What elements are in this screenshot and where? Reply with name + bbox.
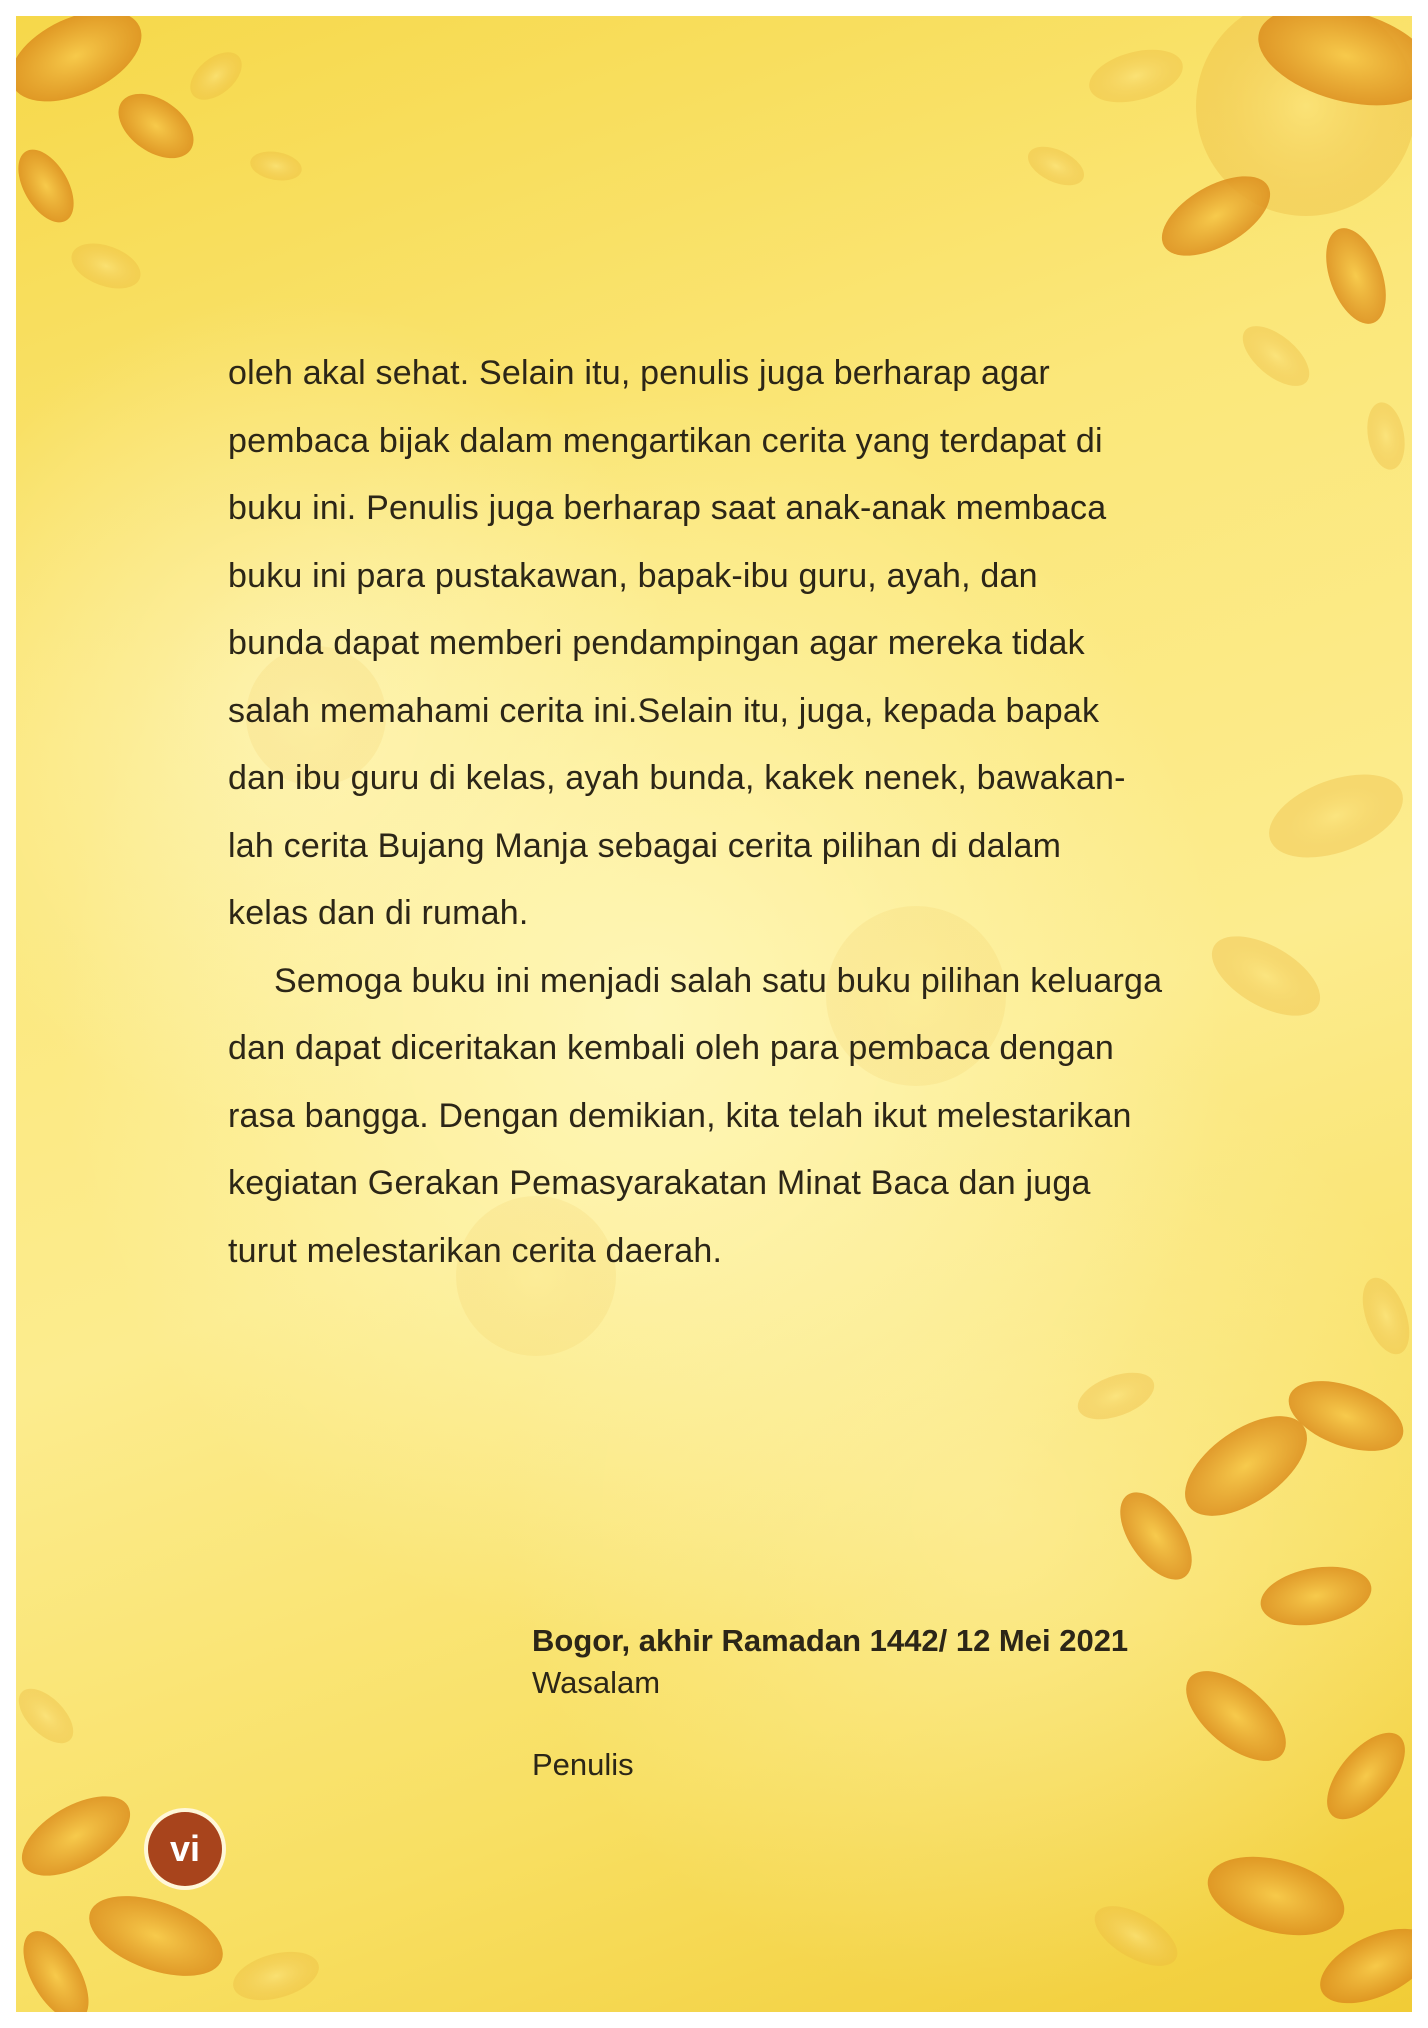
- body-line: buku ini para pustakawan, bapak-ibu guru, ayah, dan: [228, 556, 1038, 595]
- body-line: oleh akal sehat. Selain itu, penulis juga berharap agar: [228, 354, 1050, 392]
- body-line: lah cerita Bujang Manja sebagai cerita pilihan di dalam: [228, 826, 1062, 865]
- body-line: rasa bangga. Dengan demikian, kita telah ikut melestarikan: [228, 1096, 1132, 1135]
- body-line: salah memahami cerita ini.Selain itu, juga, kepada bapak: [228, 691, 1100, 730]
- page-number: vi: [169, 1828, 201, 1869]
- body-line: pembaca bijak dalam mengartikan cerita yang terdapat di: [228, 421, 1103, 460]
- flower-cluster-top-left: [16, 16, 304, 297]
- book-page: [16, 16, 1412, 2012]
- author-label: Penulis: [532, 1747, 634, 1782]
- body-line: bunda dapat memberi pendampingan agar mereka tidak: [228, 624, 1085, 662]
- body-line: kelas dan di rumah.: [228, 894, 529, 932]
- closing-greeting: Wasalam: [532, 1665, 661, 1700]
- body-line: turut melestarikan cerita daerah.: [228, 1231, 723, 1270]
- page-number-badge: [148, 1812, 222, 1886]
- body-line: dan ibu guru di kelas, ayah bunda, kakek nenek, bawakan-: [228, 759, 1126, 797]
- body-line: buku ini. Penulis juga berharap saat anak-anak membaca: [228, 489, 1107, 527]
- place-and-date: Bogor, akhir Ramadan 1442/ 12 Mei 2021: [532, 1623, 1129, 1658]
- body-line: dan dapat diceritakan kembali oleh para pembaca dengan: [228, 1029, 1114, 1067]
- body-text: [228, 340, 1228, 1285]
- closing-signature: [532, 1620, 1232, 1786]
- paragraph-start-line: Semoga buku ini menjadi salah satu buku pilihan keluarga: [274, 961, 1163, 1000]
- body-line: kegiatan Gerakan Pemasyarakatan Minat Baca dan juga: [228, 1164, 1091, 1202]
- flower-cluster-right-middle: [1199, 758, 1412, 1032]
